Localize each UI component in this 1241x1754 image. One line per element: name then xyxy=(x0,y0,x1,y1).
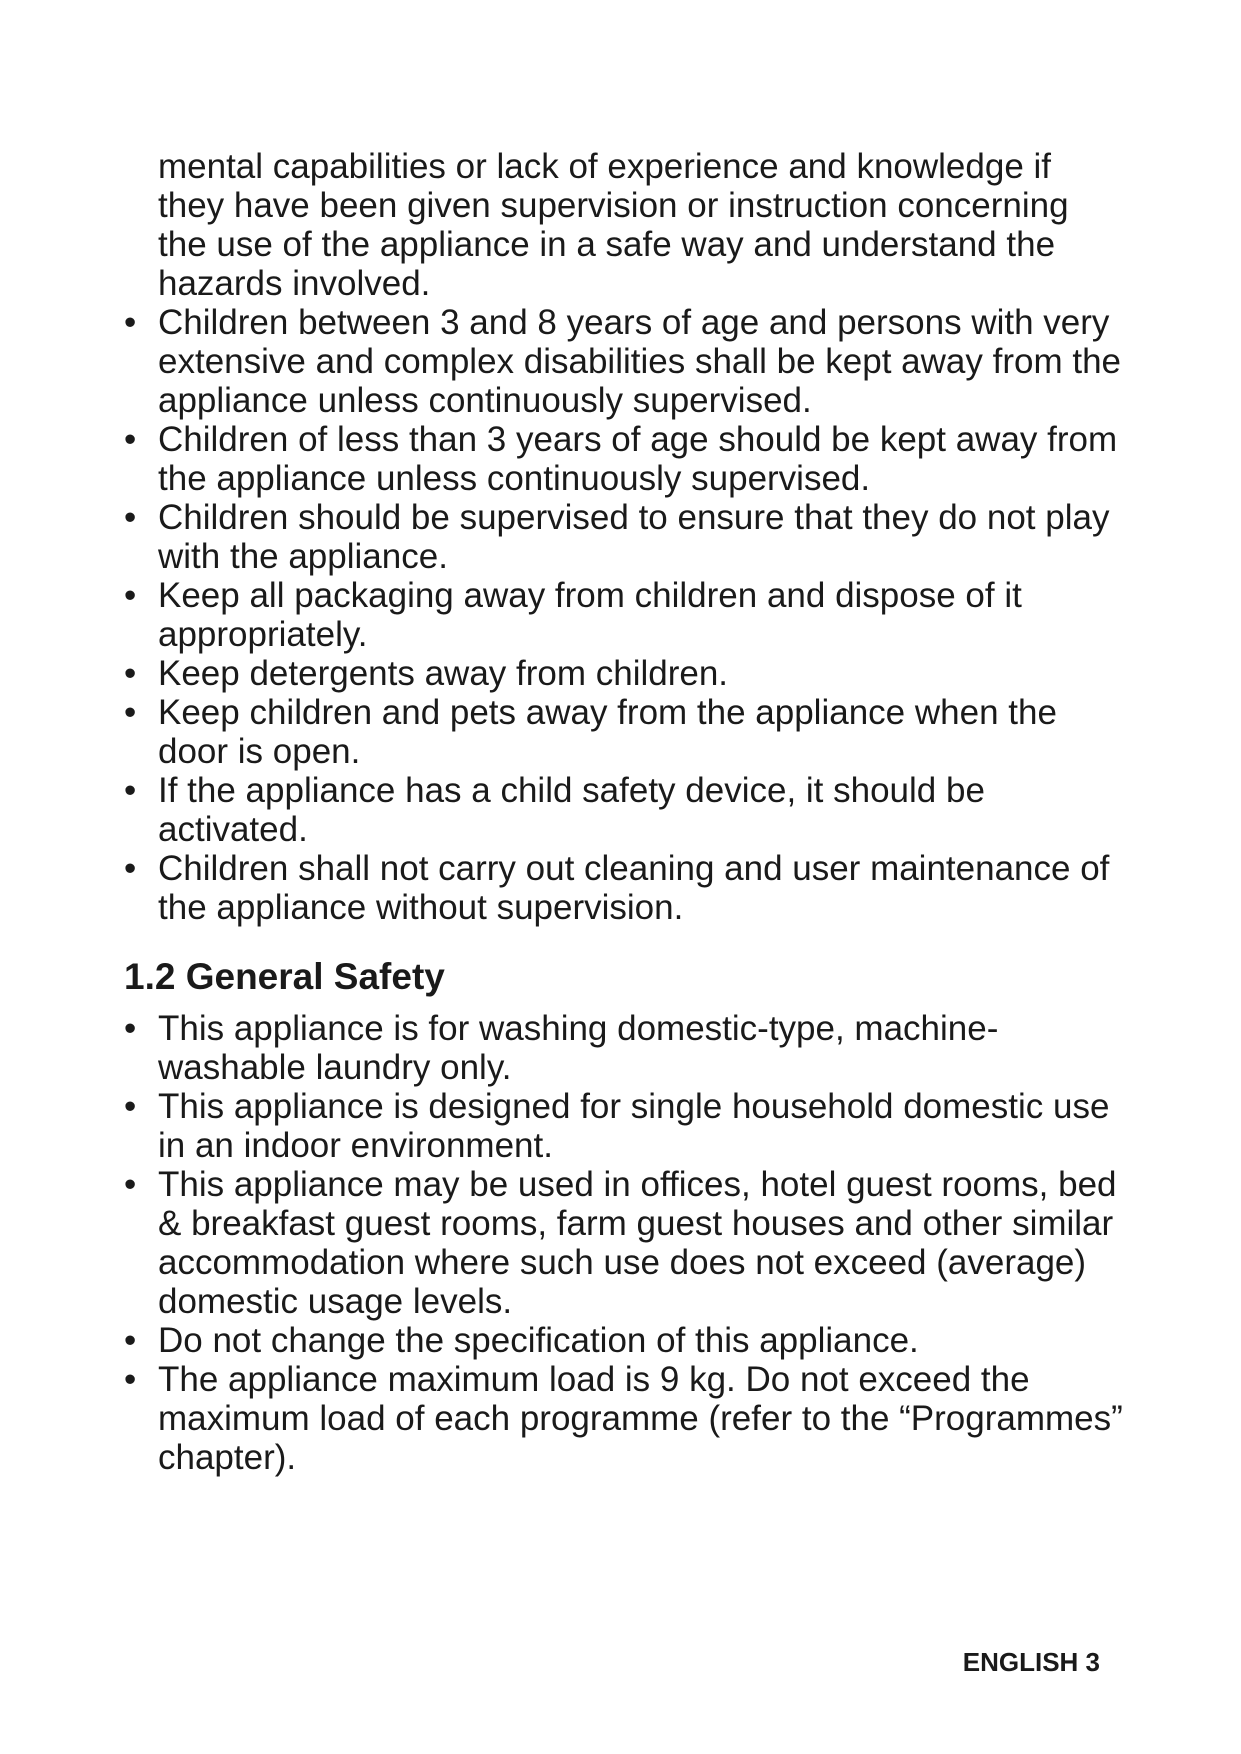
children-safety-section xyxy=(124,147,1124,927)
general-safety-section xyxy=(124,1009,1124,1477)
list-item: • Children should be supervised to ensure that they do not play with the appliance. xyxy=(124,498,1124,576)
continuation-paragraph: mental capabilities or lack of experience and knowledge if they have been given supervision or instruction concerning the use of the appliance in a safe way and understand the hazards involved. xyxy=(158,147,1069,303)
children-safety-list xyxy=(124,303,1124,927)
list-item: • Children of less than 3 years of age should be kept away from the appliance unless continuously supervised. xyxy=(124,420,1124,498)
list-item: • The appliance maximum load is 9 kg. Do not exceed the maximum load of each programme (refer to the “Programmes” chapter). xyxy=(124,1360,1124,1477)
list-item: • Do not change the specification of this appliance. xyxy=(124,1321,1124,1360)
list-item: • This appliance is designed for single household domestic use in an indoor environment. xyxy=(124,1087,1124,1165)
list-item: • Keep all packaging away from children and dispose of it appropriately. xyxy=(124,576,1124,654)
list-item: • This appliance is for washing domestic-type, machine-washable laundry only. xyxy=(124,1009,1124,1087)
list-item: • Children between 3 and 8 years of age and persons with very extensive and complex disabilities shall be kept away from the appliance unless continuously supervised. xyxy=(124,303,1124,420)
general-safety-list xyxy=(124,1009,1124,1477)
list-item: • This appliance may be used in offices, hotel guest rooms, bed & breakfast guest rooms, farm guest houses and other similar accommodation where such use does not exceed (average) domestic usage levels. xyxy=(124,1165,1124,1321)
list-item: • If the appliance has a child safety device, it should be activated. xyxy=(124,771,1124,849)
list-item: • Keep children and pets away from the appliance when the door is open. xyxy=(124,693,1124,771)
section-heading: 1.2 General Safety xyxy=(124,956,445,997)
list-item: • Children shall not carry out cleaning and user maintenance of the appliance without supervision. xyxy=(124,849,1124,927)
page-footer: ENGLISH 3 xyxy=(962,1647,1100,1677)
list-item: • Keep detergents away from children. xyxy=(124,654,1124,693)
